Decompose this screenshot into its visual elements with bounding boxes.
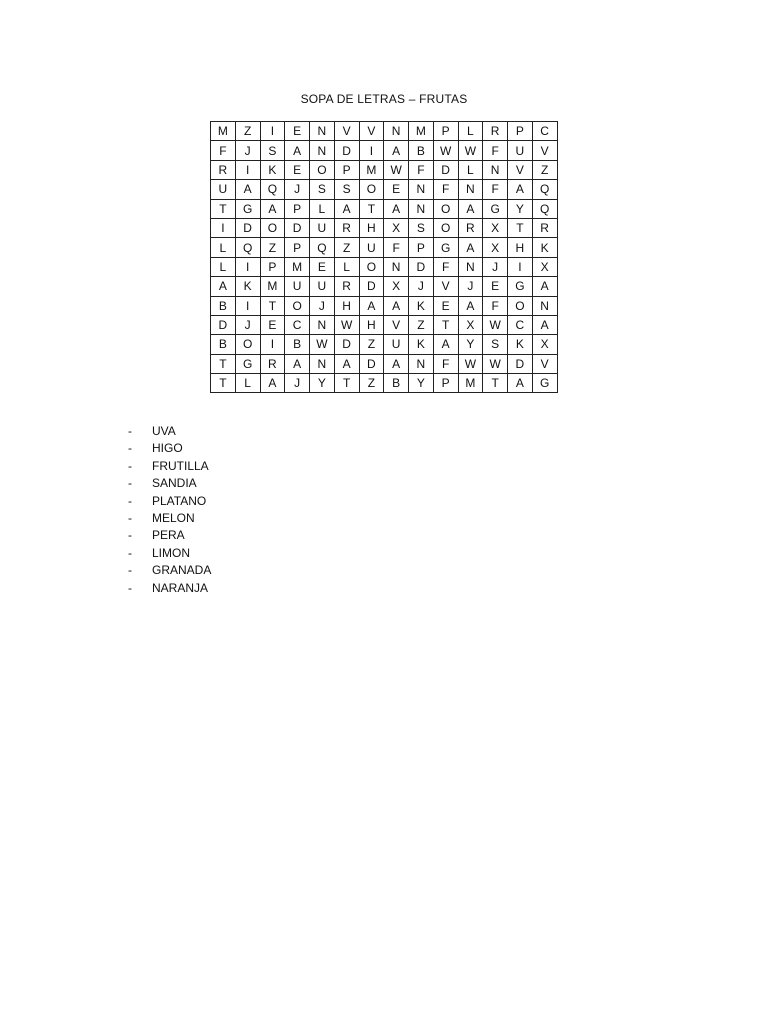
grid-cell: W [458,141,483,160]
grid-cell: O [310,160,335,179]
grid-cell: N [384,257,409,276]
grid-cell: T [483,374,508,393]
grid-cell: L [458,160,483,179]
bullet-dash: - [128,580,132,595]
grid-cell: R [260,354,285,373]
grid-cell: E [260,315,285,334]
grid-cell: N [310,122,335,141]
grid-cell: M [260,277,285,296]
grid-cell: D [334,141,359,160]
grid-cell: T [211,199,236,218]
grid-cell: X [483,218,508,237]
grid-cell: S [260,141,285,160]
grid-cell: J [235,141,260,160]
grid-cell: A [458,238,483,257]
grid-cell: I [235,257,260,276]
word-list-item [128,440,211,457]
grid-cell: U [359,238,384,257]
grid-cell: J [285,374,310,393]
grid-cell: U [211,180,236,199]
grid-cell: R [334,277,359,296]
grid-cell: T [211,354,236,373]
grid-cell: K [260,160,285,179]
grid-cell: L [211,238,236,257]
grid-cell: X [458,315,483,334]
grid-cell: H [359,315,384,334]
bullet-dash: - [128,528,132,543]
grid-cell: F [433,354,458,373]
grid-cell: D [285,218,310,237]
grid-cell: Q [310,238,335,257]
grid-cell: N [310,141,335,160]
grid-cell: S [334,180,359,199]
grid-cell: X [532,257,557,276]
grid-cell: O [508,296,533,315]
grid-cell: A [532,315,557,334]
grid-cell: R [211,160,236,179]
grid-cell: Q [532,199,557,218]
grid-cell: N [409,180,434,199]
grid-cell: V [532,141,557,160]
grid-cell: N [409,199,434,218]
word-label: FRUTILLA [152,458,209,473]
grid-cell: B [409,141,434,160]
word-label: LIMON [152,545,191,560]
bullet-dash: - [128,424,132,438]
grid-cell: N [310,315,335,334]
grid-cell: O [260,218,285,237]
grid-cell: R [532,218,557,237]
grid-cell: M [409,122,434,141]
grid-cell: Q [260,180,285,199]
grid-cell: P [508,122,533,141]
grid-cell: A [334,354,359,373]
word-list-item [128,527,211,544]
grid-cell: L [310,199,335,218]
grid-cell: X [483,238,508,257]
grid-cell: Z [359,335,384,354]
grid-cell: Z [359,374,384,393]
grid-cell: L [211,257,236,276]
grid-cell: J [483,257,508,276]
grid-cell: I [508,257,533,276]
grid-cell: D [211,315,236,334]
grid-cell: Z [409,315,434,334]
grid-cell: E [384,180,409,199]
grid-cell: O [433,218,458,237]
grid-cell: O [359,180,384,199]
grid-cell: V [384,315,409,334]
grid-cell: D [433,160,458,179]
grid-cell: A [285,354,310,373]
grid-cell: I [235,160,260,179]
word-label: NARANJA [152,580,209,595]
grid-row [211,218,558,237]
grid-cell: J [458,277,483,296]
grid-cell: Z [532,160,557,179]
grid-cell: Y [310,374,335,393]
grid-cell: Q [532,180,557,199]
grid-cell: D [508,354,533,373]
grid-cell: V [359,122,384,141]
grid-cell: A [235,180,260,199]
grid-cell: U [285,277,310,296]
grid-cell: S [483,335,508,354]
grid-cell: A [384,354,409,373]
grid-cell: W [483,354,508,373]
grid-cell: T [260,296,285,315]
grid-cell: A [458,296,483,315]
grid-cell: F [483,296,508,315]
bullet-dash: - [128,563,132,578]
word-list-item [128,562,211,579]
grid-cell: Y [458,335,483,354]
grid-cell: A [508,374,533,393]
grid-cell: O [235,335,260,354]
grid-cell: T [508,218,533,237]
grid-cell: F [409,160,434,179]
grid-cell: M [211,122,236,141]
grid-cell: D [334,335,359,354]
grid-cell: I [211,218,236,237]
grid-cell: T [211,374,236,393]
grid-row [211,296,558,315]
grid-cell: I [260,122,285,141]
grid-cell: V [508,160,533,179]
grid-cell: G [235,199,260,218]
grid-row [211,354,558,373]
grid-cell: M [359,160,384,179]
word-list-item [128,510,211,527]
grid-row [211,374,558,393]
grid-cell: F [433,180,458,199]
grid-cell: D [235,218,260,237]
word-list [128,423,211,597]
grid-cell: A [384,141,409,160]
grid-row [211,180,558,199]
grid-cell: A [384,199,409,218]
grid-cell: L [334,257,359,276]
grid-cell: O [285,296,310,315]
grid-cell: U [310,218,335,237]
grid-cell: X [532,335,557,354]
grid-cell: P [285,199,310,218]
word-list-item [128,458,211,475]
grid-cell: E [285,160,310,179]
grid-cell: V [532,354,557,373]
grid-cell: Z [235,122,260,141]
grid-cell: I [260,335,285,354]
grid-row [211,160,558,179]
grid-cell: S [310,180,335,199]
grid-cell: I [359,141,384,160]
grid-cell: X [384,218,409,237]
grid-row [211,238,558,257]
grid-cell: Y [508,199,533,218]
grid-cell: K [409,296,434,315]
grid-cell: K [409,335,434,354]
bullet-dash: - [128,545,132,560]
grid-cell: W [458,354,483,373]
grid-cell: A [433,335,458,354]
grid-cell: G [508,277,533,296]
grid-cell: K [532,238,557,257]
bullet-dash: - [128,493,132,508]
grid-cell: N [483,160,508,179]
grid-cell: C [285,315,310,334]
grid-cell: J [310,296,335,315]
grid-cell: C [532,122,557,141]
word-label: UVA [152,424,176,438]
grid-cell: B [384,374,409,393]
grid-cell: A [384,296,409,315]
grid-cell: A [334,199,359,218]
grid-cell: T [359,199,384,218]
grid-cell: F [433,257,458,276]
grid-cell: E [285,122,310,141]
grid-cell: H [359,218,384,237]
grid-row [211,141,558,160]
grid-cell: Z [260,238,285,257]
grid-cell: N [409,354,434,373]
grid-cell: R [483,122,508,141]
grid-cell: Z [334,238,359,257]
grid-cell: O [359,257,384,276]
word-label: PLATANO [152,493,207,508]
grid-cell: P [260,257,285,276]
grid-cell: J [409,277,434,296]
word-label: HIGO [152,441,183,456]
grid-cell: K [508,335,533,354]
grid-cell: F [384,238,409,257]
grid-cell: O [433,199,458,218]
grid-cell: F [211,141,236,160]
grid-cell: A [211,277,236,296]
grid-row [211,199,558,218]
bullet-dash: - [128,441,132,456]
grid-cell: E [433,296,458,315]
grid-cell: P [433,374,458,393]
word-list-item [128,423,211,440]
grid-row [211,335,558,354]
word-search-grid-body [211,122,558,393]
grid-cell: G [433,238,458,257]
grid-cell: F [483,141,508,160]
grid-cell: B [211,335,236,354]
grid-cell: W [483,315,508,334]
grid-cell: V [334,122,359,141]
page-title: SOPA DE LETRAS – FRUTAS [300,92,468,106]
word-list-item [128,493,211,510]
grid-cell: J [235,315,260,334]
grid-cell: D [359,354,384,373]
grid-cell: P [433,122,458,141]
grid-cell: W [334,315,359,334]
grid-cell: A [359,296,384,315]
grid-cell: T [433,315,458,334]
grid-cell: N [458,257,483,276]
grid-cell: B [211,296,236,315]
grid-cell: A [260,374,285,393]
grid-cell: L [458,122,483,141]
grid-cell: P [285,238,310,257]
word-label: PERA [152,528,185,543]
grid-cell: M [285,257,310,276]
grid-cell: Q [235,238,260,257]
grid-cell: S [409,218,434,237]
grid-cell: P [334,160,359,179]
grid-cell: K [235,277,260,296]
grid-cell: G [532,374,557,393]
grid-cell: G [235,354,260,373]
grid-cell: N [310,354,335,373]
grid-cell: A [285,141,310,160]
grid-cell: W [384,160,409,179]
grid-cell: G [483,199,508,218]
grid-cell: A [532,277,557,296]
grid-cell: D [409,257,434,276]
word-list-item [128,545,211,562]
grid-cell: N [458,180,483,199]
grid-cell: B [285,335,310,354]
grid-row [211,122,558,141]
grid-cell: X [384,277,409,296]
grid-cell: I [235,296,260,315]
word-list-item [128,475,211,492]
grid-cell: U [384,335,409,354]
grid-cell: C [508,315,533,334]
grid-cell: W [433,141,458,160]
grid-row [211,315,558,334]
bullet-dash: - [128,476,132,491]
word-label: GRANADA [152,563,212,578]
grid-cell: E [310,257,335,276]
grid-cell: E [483,277,508,296]
grid-cell: L [235,374,260,393]
grid-cell: A [458,199,483,218]
grid-cell: H [508,238,533,257]
grid-cell: A [508,180,533,199]
grid-cell: P [409,238,434,257]
grid-cell: H [334,296,359,315]
grid-row [211,277,558,296]
word-label: SANDIA [152,476,197,491]
grid-cell: F [483,180,508,199]
grid-row [211,257,558,276]
grid-cell: N [532,296,557,315]
grid-cell: Y [409,374,434,393]
bullet-dash: - [128,458,132,473]
grid-cell: M [458,374,483,393]
grid-cell: V [433,277,458,296]
grid-cell: U [310,277,335,296]
grid-cell: R [458,218,483,237]
word-search-grid [210,121,558,393]
grid-cell: R [334,218,359,237]
grid-cell: W [310,335,335,354]
grid-cell: T [334,374,359,393]
grid-cell: D [359,277,384,296]
word-label: MELON [152,510,195,525]
grid-cell: A [260,199,285,218]
grid-cell: J [285,180,310,199]
grid-cell: N [384,122,409,141]
bullet-dash: - [128,510,132,525]
grid-cell: U [508,141,533,160]
word-list-item [128,580,211,597]
